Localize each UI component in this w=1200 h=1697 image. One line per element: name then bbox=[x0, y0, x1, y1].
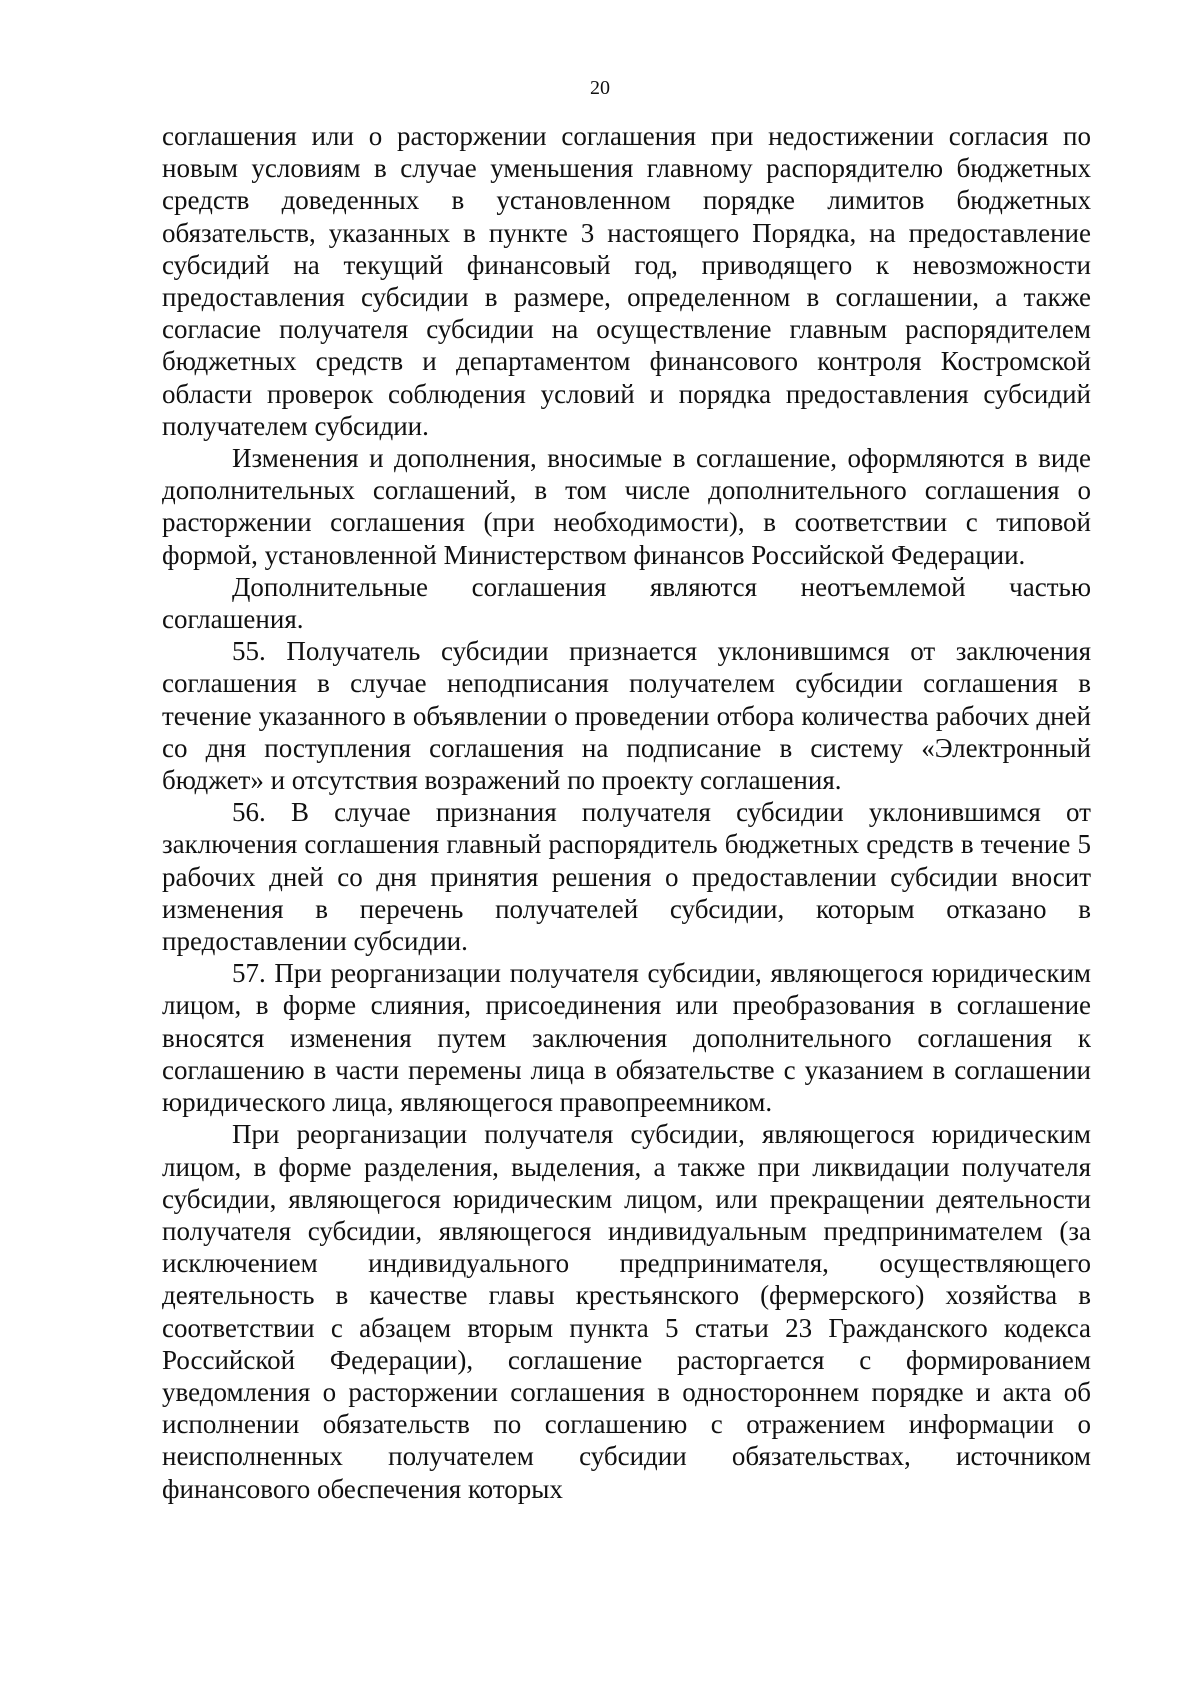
paragraph-agreement-conditions: соглашения или о расторжении соглашения при недостижении согласия по новым условиям в случае уменьшения главному распорядителю бюджетных средств доведенных в установленном порядке лимитов бюджетных обязательств, указанных в пункте 3 настоящего Порядка, на предоставление субсидий на текущий финансовый год, приводящего к невозможности предоставления субсидии в размере, определенном в соглашении, а также согласие получателя субсидии на осуществление главным распорядителем бюджетных средств и департаментом финансового контроля Костромской области проверок соблюдения условий и порядка предоставления субсидий получателем субсидии. bbox=[162, 121, 1091, 441]
paragraph-item-56: 56. В случае признания получателя субсидии уклонившимся от заключения соглашения главный распорядитель бюджетных средств в течение 5 рабочих дней со дня принятия решения о предоставлении субсидии вносит изменения в перечень получателей субсидии, которым отказано в предоставлении субсидии. bbox=[162, 797, 1091, 957]
page-number: 20 bbox=[590, 77, 610, 99]
paragraph-amendments: Изменения и дополнения, вносимые в соглашение, оформляются в виде дополнительных соглашений, в том числе дополнительного соглашения о расторжении соглашения (при необходимости), в соответствии с типовой формой, установленной Министерством финансов Российской Федерации. bbox=[162, 443, 1091, 570]
paragraph-reorganization: При реорганизации получателя субсидии, являющегося юридическим лицом, в форме разделения, выделения, а также при ликвидации получателя субсидии, являющегося юридическим лицом, или прекращении деятельности получателя субсидии, являющегося индивидуальным предпринимателем (за исключением индивидуального предпринимателя, осуществляющего деятельность в качестве главы крестьянского (фермерского) хозяйства в соответствии с абзацем вторым пункта 5 статьи 23 Гражданского кодекса Российской Федерации), соглашение расторгается с формированием уведомления о расторжении соглашения в одностороннем порядке и акта об исполнении обязательств по соглашению с отражением информации о неисполненных получателем субсидии обязательствах, источником финансового обеспечения которых bbox=[162, 1119, 1091, 1504]
paragraph-additional-agreements: Дополнительные соглашения являются неотъемлемой частью соглашения. bbox=[162, 571, 1091, 635]
paragraph-item-55: 55. Получатель субсидии признается уклонившимся от заключения соглашения в случае неподписания получателем субсидии соглашения в течение указанного в объявлении о проведении отбора количества рабочих дней со дня поступления соглашения на подписание в систему «Электронный бюджет» и отсутствия возражений по проекту соглашения. bbox=[162, 636, 1091, 796]
document-body bbox=[162, 120, 1091, 1505]
paragraph-item-57: 57. При реорганизации получателя субсидии, являющегося юридическим лицом, в форме слияния, присоединения или преобразования в соглашение вносятся изменения путем заключения дополнительного соглашения к соглашению в части перемены лица в обязательстве с указанием в соглашении юридического лица, являющегося правопреемником. bbox=[162, 958, 1091, 1118]
